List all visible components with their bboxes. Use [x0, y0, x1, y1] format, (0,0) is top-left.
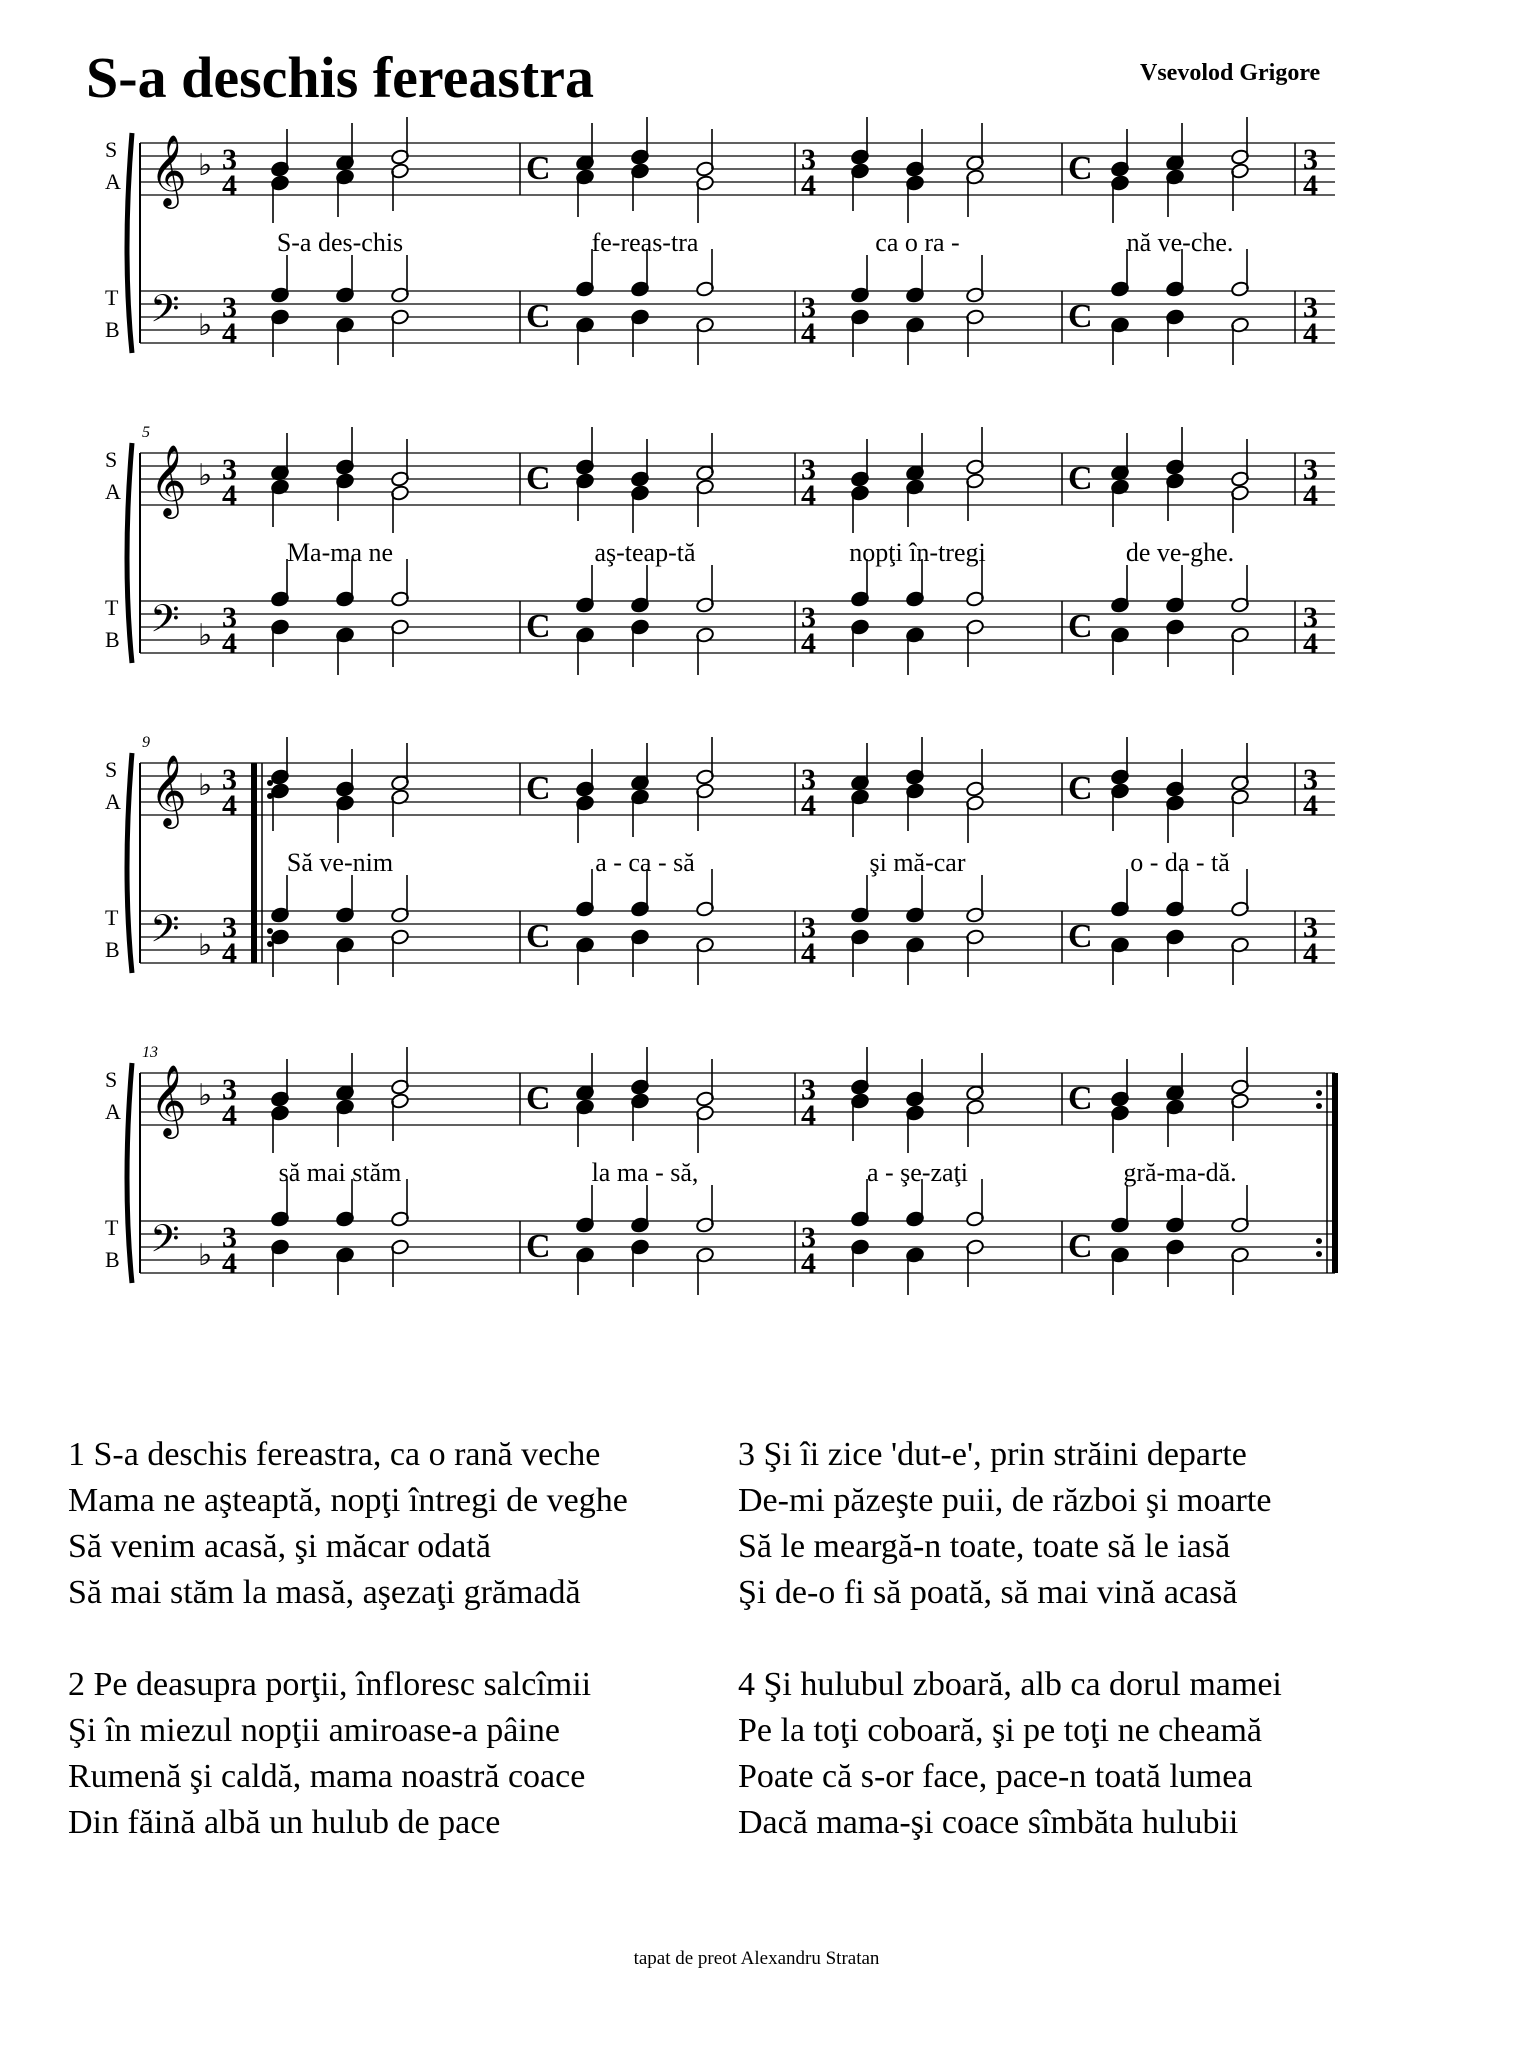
stanza-line: Să le meargă-n toate, toate să le iasă — [738, 1528, 1231, 1565]
flat-key-signature: ♭ — [198, 928, 213, 963]
voice-label: B — [105, 1247, 120, 1272]
lyric-syllables: S-a des-chis — [276, 228, 404, 257]
time-signature: 4 — [1303, 789, 1318, 822]
stanza-3 — [738, 1432, 1282, 1616]
measure-number: 5 — [142, 424, 150, 441]
time-signature: 4 — [801, 1247, 816, 1280]
time-signature: 3 — [801, 453, 816, 486]
stanza-line: Să venim acasă, şi măcar odată — [68, 1528, 491, 1565]
system-bracket — [127, 443, 132, 663]
time-signature: 3 — [222, 1221, 237, 1254]
repeat-dot — [1316, 1251, 1322, 1257]
flat-key-signature: ♭ — [198, 148, 213, 183]
stanza-line: Şi în miezul nopţii amiroase-a pâine — [68, 1712, 560, 1749]
common-time-signature: C — [1068, 770, 1093, 807]
time-signature: 3 — [1303, 911, 1318, 944]
common-time-signature: C — [526, 150, 551, 187]
measure-number: 9 — [142, 734, 150, 751]
time-signature: 4 — [1303, 317, 1318, 350]
voice-label: B — [105, 937, 120, 962]
voice-label: S — [105, 757, 118, 782]
time-signature: 4 — [222, 937, 237, 970]
lyric-syllables: nă ve-che. — [1126, 228, 1234, 257]
time-signature: 3 — [801, 911, 816, 944]
common-time-signature: C — [526, 918, 551, 955]
time-signature: 3 — [222, 601, 237, 634]
time-signature: 4 — [1303, 627, 1318, 660]
lyric-syllables: a - şe-zaţi — [866, 1158, 969, 1187]
treble-clef-icon: 𝄞 — [150, 133, 187, 206]
system-bracket — [127, 1063, 132, 1283]
time-signature: 4 — [222, 317, 237, 350]
common-time-signature: C — [1068, 298, 1093, 335]
voice-label: T — [105, 285, 119, 310]
lyric-syllables: fe-reas-tra — [591, 228, 699, 257]
bass-clef-icon: 𝄢 — [150, 596, 180, 650]
time-signature: 4 — [801, 627, 816, 660]
common-time-signature: C — [1068, 1080, 1093, 1117]
repeat-dot — [267, 941, 273, 947]
common-time-signature: C — [526, 770, 551, 807]
time-signature: 3 — [222, 143, 237, 176]
stanza-line: Pe la toţi coboară, şi pe toţi ne cheamă — [738, 1712, 1262, 1749]
common-time-signature: C — [526, 1080, 551, 1117]
composer-name: Vsevolod Grigore — [1140, 60, 1321, 86]
time-signature: 3 — [1303, 601, 1318, 634]
common-time-signature: C — [1068, 150, 1093, 187]
stanza-2 — [68, 1662, 628, 1846]
common-time-signature: C — [1068, 460, 1093, 497]
time-signature: 4 — [222, 1247, 237, 1280]
lyrics-column-right — [738, 1432, 1282, 1892]
treble-clef-icon: 𝄞 — [150, 1063, 187, 1136]
voice-label: S — [105, 1067, 118, 1092]
voice-label: S — [105, 447, 118, 472]
treble-clef-icon: 𝄞 — [150, 753, 187, 826]
flat-key-signature: ♭ — [198, 308, 213, 343]
song-title: S-a deschis fereastra — [86, 45, 594, 110]
time-signature: 3 — [801, 601, 816, 634]
system-bracket — [127, 753, 132, 973]
voice-label: T — [105, 595, 119, 620]
stanza-line: 1 S-a deschis fereastra, ca o rană veche — [68, 1436, 601, 1473]
time-signature: 3 — [801, 291, 816, 324]
time-signature: 4 — [801, 789, 816, 822]
flat-key-signature: ♭ — [198, 1238, 213, 1273]
time-signature: 4 — [801, 1099, 816, 1132]
time-signature: 3 — [1303, 143, 1318, 176]
common-time-signature: C — [526, 460, 551, 497]
lyric-syllables: nopţi în-tregi — [849, 538, 986, 567]
time-signature: 4 — [801, 937, 816, 970]
voice-label: A — [105, 169, 121, 194]
time-signature: 3 — [222, 453, 237, 486]
common-time-signature: C — [526, 608, 551, 645]
time-signature: 4 — [222, 627, 237, 660]
common-time-signature: C — [1068, 918, 1093, 955]
time-signature: 4 — [222, 169, 237, 202]
treble-clef-icon: 𝄞 — [150, 443, 187, 516]
stanza-line: Din făină albă un hulub de pace — [68, 1804, 501, 1841]
time-signature: 4 — [801, 479, 816, 512]
time-signature: 4 — [1303, 169, 1318, 202]
stanza-line: Mama ne aşteaptă, nopţi întregi de veghe — [68, 1482, 628, 1519]
stanza-line: Rumenă şi caldă, mama noastră coace — [68, 1758, 586, 1795]
time-signature: 3 — [801, 143, 816, 176]
time-signature: 3 — [801, 1073, 816, 1106]
lyric-syllables: o - da - tă — [1130, 848, 1230, 877]
bass-clef-icon: 𝄢 — [150, 286, 180, 340]
repeat-dot — [1316, 1103, 1322, 1109]
flat-key-signature: ♭ — [198, 618, 213, 653]
time-signature: 3 — [1303, 291, 1318, 324]
voice-label: S — [105, 137, 118, 162]
voice-label: A — [105, 479, 121, 504]
flat-key-signature: ♭ — [198, 458, 213, 493]
flat-key-signature: ♭ — [198, 768, 213, 803]
time-signature: 3 — [222, 911, 237, 944]
voice-label: A — [105, 1099, 121, 1124]
stanza-line: Să mai stăm la masă, aşezaţi grămadă — [68, 1574, 581, 1611]
time-signature: 4 — [1303, 937, 1318, 970]
lyric-syllables: Să ve-nim — [286, 848, 394, 877]
lyric-syllables: să mai stăm — [278, 1158, 402, 1187]
repeat-dot — [1316, 1090, 1322, 1096]
stanza-4 — [738, 1662, 1282, 1846]
time-signature: 3 — [222, 1073, 237, 1106]
lyric-syllables: Ma-ma ne — [286, 538, 394, 567]
stanza-line: 3 Şi îi zice 'dut-e', prin străini departe — [738, 1436, 1247, 1473]
voice-label: B — [105, 317, 120, 342]
bass-clef-icon: 𝄢 — [150, 1216, 180, 1270]
stanza-1 — [68, 1432, 628, 1616]
lyrics-column-left — [68, 1432, 628, 1892]
lyric-syllables: ca o ra - — [875, 228, 960, 257]
time-signature: 3 — [801, 763, 816, 796]
time-signature: 4 — [1303, 479, 1318, 512]
flat-key-signature: ♭ — [198, 1078, 213, 1113]
repeat-dot — [1316, 1238, 1322, 1244]
stanza-line: Dacă mama-şi coace sîmbăta hulubii — [738, 1804, 1239, 1841]
stanza-line: De-mi păzeşte puii, de război şi moarte — [738, 1482, 1272, 1519]
bass-clef-icon: 𝄢 — [150, 906, 180, 960]
voice-label: A — [105, 789, 121, 814]
time-signature: 3 — [801, 1221, 816, 1254]
stanza-line: 2 Pe deasupra porţii, înfloresc salcîmii — [68, 1666, 592, 1703]
time-signature: 3 — [1303, 453, 1318, 486]
stanza-line: Şi de-o fi să poată, să mai vină acasă — [738, 1574, 1238, 1611]
time-signature: 4 — [222, 1099, 237, 1132]
common-time-signature: C — [1068, 1228, 1093, 1265]
time-signature: 4 — [801, 317, 816, 350]
voice-label: B — [105, 627, 120, 652]
voice-label: T — [105, 905, 119, 930]
common-time-signature: C — [1068, 608, 1093, 645]
lyric-syllables: aş-teap-tă — [594, 538, 696, 567]
lyric-syllables: a - ca - să — [595, 848, 695, 877]
lyric-syllables: la ma - să, — [591, 1158, 699, 1187]
time-signature: 4 — [222, 479, 237, 512]
time-signature: 4 — [222, 789, 237, 822]
time-signature: 3 — [1303, 763, 1318, 796]
system-bracket — [127, 133, 132, 353]
lyric-syllables: gră-ma-dă. — [1123, 1158, 1237, 1187]
time-signature: 3 — [222, 763, 237, 796]
common-time-signature: C — [526, 298, 551, 335]
time-signature: 3 — [222, 291, 237, 324]
footer-credit: tapat de preot Alexandru Stratan — [633, 1948, 880, 1969]
stanza-line: 4 Şi hulubul zboară, alb ca dorul mamei — [738, 1666, 1282, 1703]
time-signature: 4 — [801, 169, 816, 202]
lyric-syllables: de ve-ghe. — [1125, 538, 1235, 567]
stanza-line: Poate că s-or face, pace-n toată lumea — [738, 1758, 1253, 1795]
measure-number: 13 — [142, 1044, 158, 1061]
repeat-dot — [267, 928, 273, 934]
voice-label: T — [105, 1215, 119, 1240]
lyric-syllables: şi mă-car — [869, 848, 966, 877]
common-time-signature: C — [526, 1228, 551, 1265]
